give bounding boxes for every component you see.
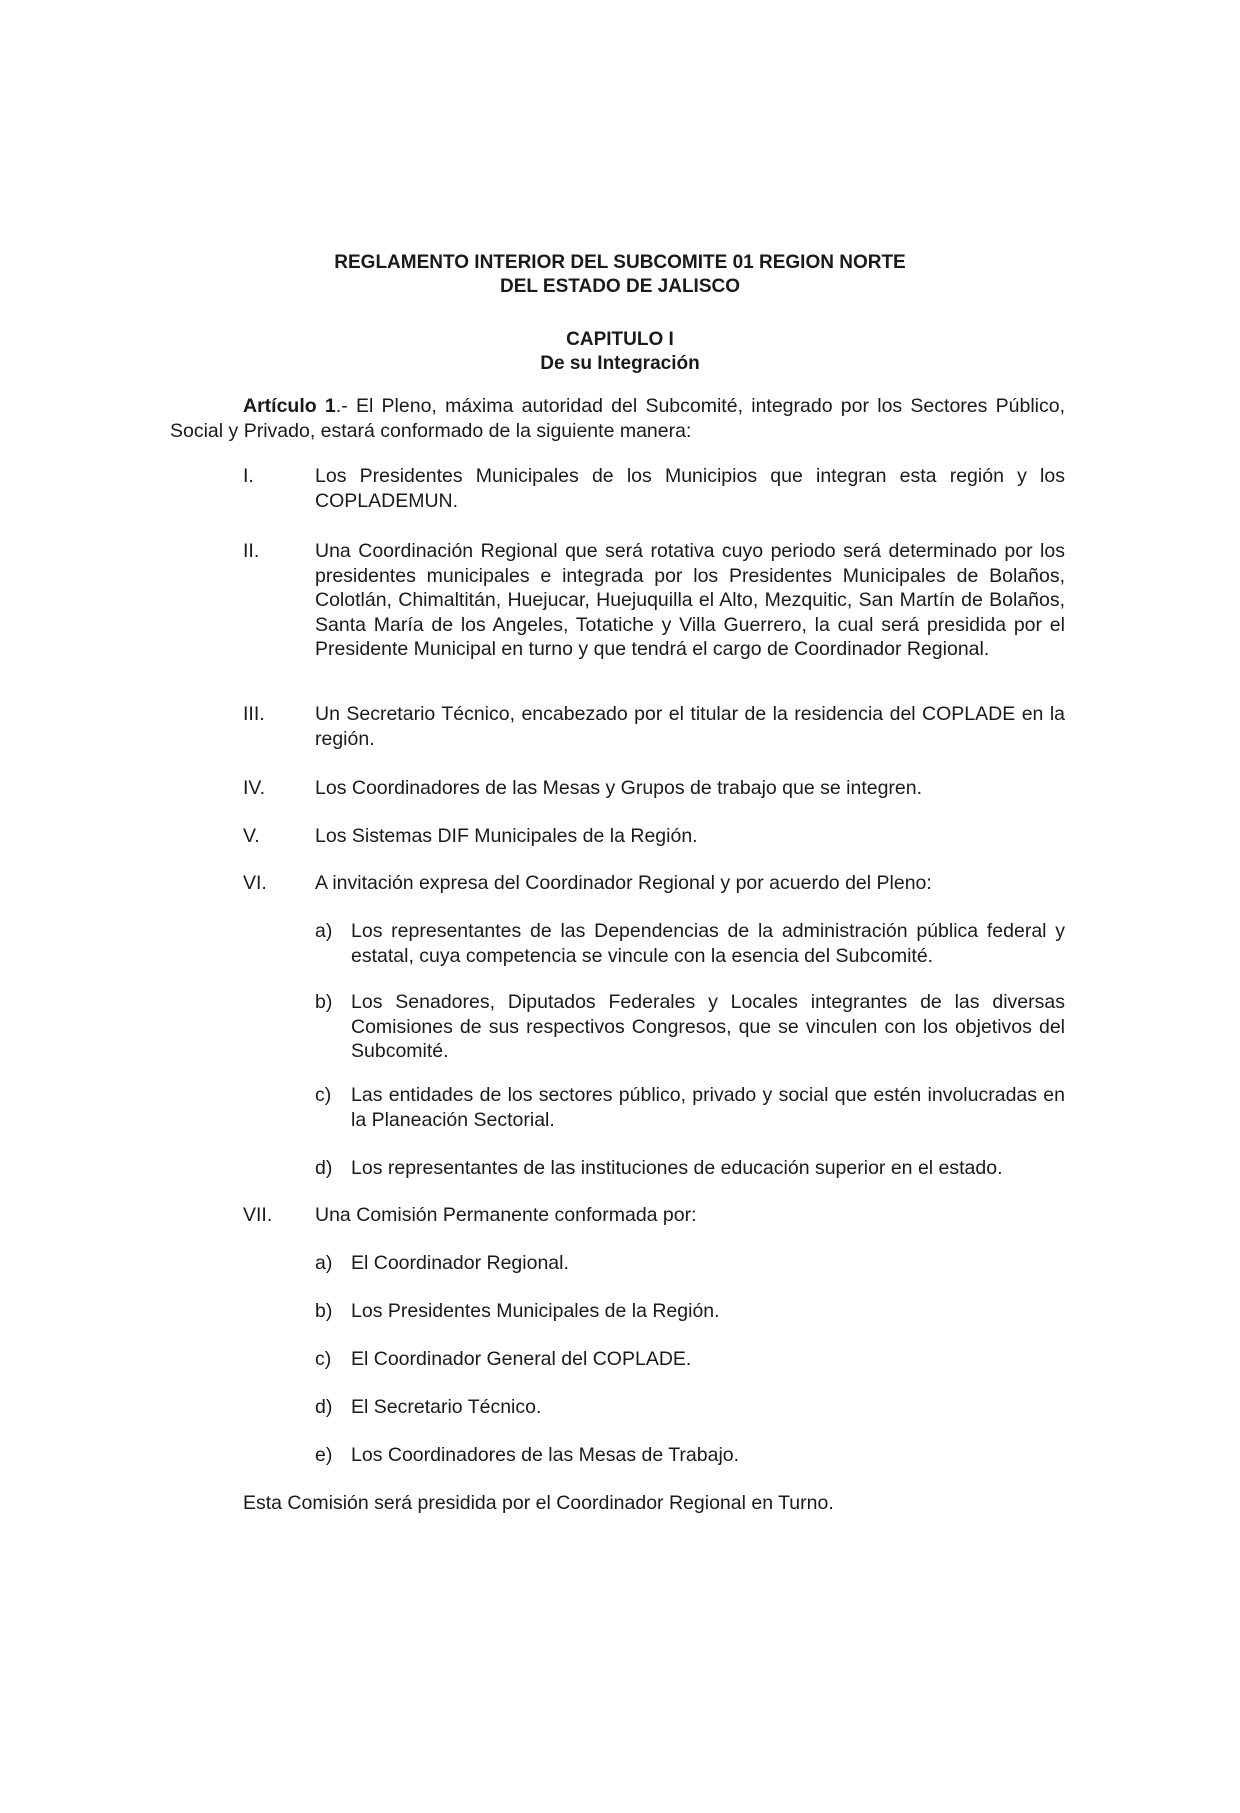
sub-item-letter: e) — [315, 1444, 333, 1466]
document-title-line-1: REGLAMENTO INTERIOR DEL SUBCOMITE 01 REGION NORTE — [334, 252, 906, 273]
article-1-text: .- El Pleno, máxima autoridad del Subcomité, integrado por los Sectores Público, Social y Privado, estará conformado de la siguiente manera: — [170, 395, 1066, 442]
list-item-number: I. — [243, 465, 254, 487]
sub-item-letter: c) — [315, 1348, 332, 1370]
sub-item-vi-d — [315, 1156, 1065, 1181]
sub-item-letter: b) — [315, 1300, 333, 1322]
chapter-subtitle: De su Integración — [540, 353, 700, 374]
sub-item-text: El Coordinador General del COPLADE. — [351, 1348, 692, 1370]
sub-item-text: Las entidades de los sectores público, privado y social que estén involucradas en la Planeación Sectorial. — [351, 1084, 1065, 1131]
list-item-text: Los Presidentes Municipales de los Municipios que integran esta región y los COPLADEMUN. — [315, 465, 1065, 512]
list-item-v — [243, 824, 1065, 849]
chapter-heading: CAPITULO I — [566, 329, 674, 350]
sub-item-letter: d) — [315, 1396, 333, 1418]
list-item-number: IV. — [243, 777, 266, 799]
sub-item-letter: d) — [315, 1157, 333, 1179]
sub-item-text: Los Coordinadores de las Mesas de Trabajo. — [351, 1444, 740, 1466]
sub-item-letter: c) — [315, 1084, 332, 1106]
sub-item-vii-c — [315, 1347, 1065, 1372]
sub-item-text: El Coordinador Regional. — [351, 1252, 569, 1274]
list-item-ii — [243, 539, 1065, 662]
sub-item-letter: a) — [315, 1252, 333, 1274]
closing-paragraph: Esta Comisión será presidida por el Coordinador Regional en Turno. — [243, 1492, 834, 1514]
article-1-paragraph — [170, 394, 1065, 443]
list-item-text: A invitación expresa del Coordinador Regional y por acuerdo del Pleno: — [315, 872, 932, 894]
sub-item-vi-b — [315, 990, 1065, 1064]
list-item-vi — [243, 871, 1065, 896]
list-item-text: Los Coordinadores de las Mesas y Grupos de trabajo que se integren. — [315, 777, 923, 799]
sub-item-text: Los representantes de las Dependencias de la administración pública federal y estatal, cuya competencia se vincule con la esencia del Subcomité. — [351, 920, 1065, 967]
list-item-text: Una Coordinación Regional que será rotativa cuyo periodo será determinado por los presidentes municipales e integrada por los Presidentes Municipales de Bolaños, Colotlán, Chimaltitán, Huejucar, Huejuquilla el Alto, Mezquitic, San Martín de Bolaños, Santa María de los Angeles, Totatiche y Villa Guerrero, la cual será presidida por el Presidente Municipal en turno y que tendrá el cargo de Coordinador Regional. — [315, 540, 1065, 660]
sub-item-vii-b — [315, 1299, 1065, 1324]
list-item-text: Los Sistemas DIF Municipales de la Región. — [315, 825, 698, 847]
sub-item-letter: a) — [315, 920, 333, 942]
list-item-text: Una Comisión Permanente conformada por: — [315, 1204, 697, 1226]
list-item-i — [243, 464, 1065, 513]
list-item-iii — [243, 702, 1065, 751]
sub-item-vii-e — [315, 1443, 1065, 1468]
sub-item-text: Los Presidentes Municipales de la Región. — [351, 1300, 720, 1322]
sub-item-text: Los Senadores, Diputados Federales y Locales integrantes de las diversas Comisiones de sus respectivos Congresos, que se vinculen con los objetivos del Subcomité. — [351, 991, 1065, 1062]
sub-item-vi-c — [315, 1083, 1065, 1132]
list-item-number: II. — [243, 540, 260, 562]
list-item-iv — [243, 776, 1065, 801]
list-item-number: VII. — [243, 1204, 273, 1226]
list-item-number: V. — [243, 825, 260, 847]
list-item-number: III. — [243, 703, 265, 725]
sub-item-vii-a — [315, 1251, 1065, 1276]
list-item-text: Un Secretario Técnico, encabezado por el titular de la residencia del COPLADE en la región. — [315, 703, 1065, 750]
document-title-line-2: DEL ESTADO DE JALISCO — [500, 276, 740, 297]
sub-item-letter: b) — [315, 991, 333, 1013]
sub-item-vii-d — [315, 1395, 1065, 1420]
sub-item-text: El Secretario Técnico. — [351, 1396, 542, 1418]
article-1-label: Artículo 1 — [243, 395, 336, 417]
sub-item-text: Los representantes de las instituciones de educación superior en el estado. — [351, 1157, 1003, 1179]
list-item-vii — [243, 1203, 1065, 1228]
list-item-number: VI. — [243, 872, 267, 894]
sub-item-vi-a — [315, 919, 1065, 968]
